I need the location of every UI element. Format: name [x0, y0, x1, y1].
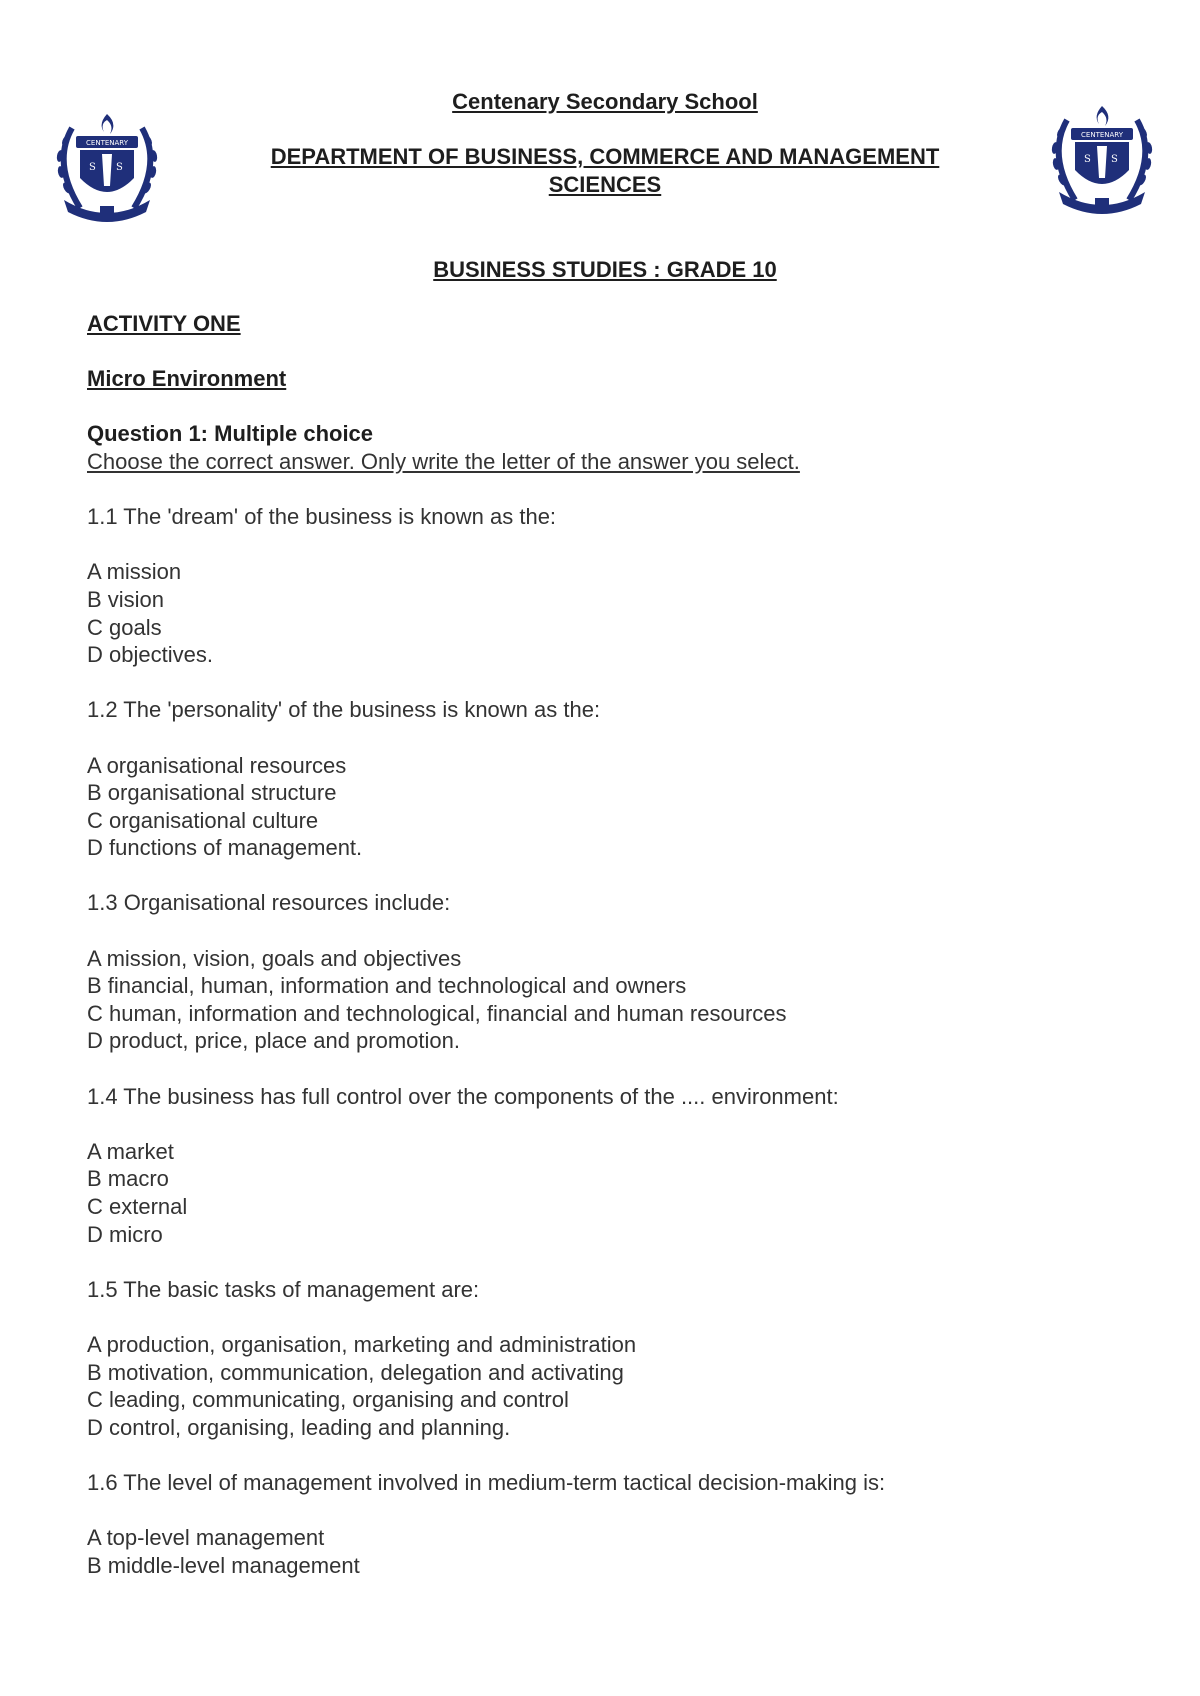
answer-option: D micro [87, 1221, 163, 1247]
question-item [87, 889, 1137, 1082]
svg-text:S: S [1111, 154, 1118, 165]
answer-option: A mission, vision, goals and objectives [87, 945, 462, 971]
activity-heading: ACTIVITY ONE [87, 311, 241, 336]
answer-option: B middle-level management [87, 1552, 360, 1578]
answer-option: B financial, human, information and technological and owners [87, 973, 687, 999]
svg-text:CENTENARY: CENTENARY [86, 139, 128, 147]
answer-option: B macro [87, 1166, 169, 1192]
section-heading: Micro Environment [87, 366, 287, 392]
answer-option: A mission [87, 559, 182, 585]
answer-option: A top-level management [87, 1525, 325, 1551]
question-prompt: 1.2 The 'personality' of the business is known as the: [87, 697, 601, 723]
svg-text:CENTENARY: CENTENARY [1081, 131, 1123, 139]
answer-option: D product, price, place and promotion. [87, 1028, 460, 1054]
question-prompt: 1.3 Organisational resources include: [87, 890, 451, 916]
question-prompt: 1.4 The business has full control over the components of the .... environment: [87, 1083, 839, 1109]
answer-option: C leading, communicating, organising and control [87, 1387, 569, 1413]
department-line-2: SCIENCES [548, 172, 662, 197]
question-prompt: 1.5 The basic tasks of management are: [87, 1276, 480, 1302]
question-item [87, 503, 1137, 696]
answer-option: D objectives. [87, 642, 213, 668]
school-crest-icon-left [42, 108, 172, 228]
question-prompt: 1.6 The level of management involved in medium-term tactical decision-making is: [87, 1469, 886, 1495]
worksheet-content [87, 310, 1137, 1579]
answer-option: C goals [87, 614, 162, 640]
department-title [210, 143, 1000, 199]
question-instruction: Choose the correct answer. Only write the letter of the answer you select. [87, 448, 800, 474]
school-crest-icon-right [1037, 100, 1167, 220]
question-item [87, 1276, 1137, 1469]
question-item [87, 696, 1137, 889]
answer-option: C external [87, 1194, 188, 1219]
answer-option: D control, organising, leading and planning. [87, 1414, 511, 1440]
question-item [87, 1083, 1137, 1276]
department-line-1: DEPARTMENT OF BUSINESS, COMMERCE AND MANAGEMENT [270, 144, 940, 169]
answer-option: A market [87, 1138, 174, 1164]
answer-option: A production, organisation, marketing and administration [87, 1331, 637, 1357]
svg-text:S: S [116, 162, 123, 173]
question-item [87, 1469, 1137, 1579]
school-name: Centenary Secondary School [452, 89, 758, 114]
answer-option: C organisational culture [87, 807, 319, 833]
svg-text:S: S [1084, 154, 1091, 165]
answer-option: C human, information and technological, financial and human resources [87, 1000, 787, 1026]
answer-option: D functions of management. [87, 835, 363, 861]
subject-title: BUSINESS STUDIES : GRADE 10 [433, 257, 777, 282]
answer-option: B vision [87, 586, 165, 612]
answer-option: B motivation, communication, delegation and activating [87, 1359, 624, 1385]
svg-text:S: S [89, 162, 96, 173]
answer-option: A organisational resources [87, 752, 347, 778]
question-title: Question 1: Multiple choice [87, 421, 374, 447]
answer-option: B organisational structure [87, 780, 337, 806]
question-prompt: 1.1 The 'dream' of the business is known as the: [87, 504, 557, 530]
